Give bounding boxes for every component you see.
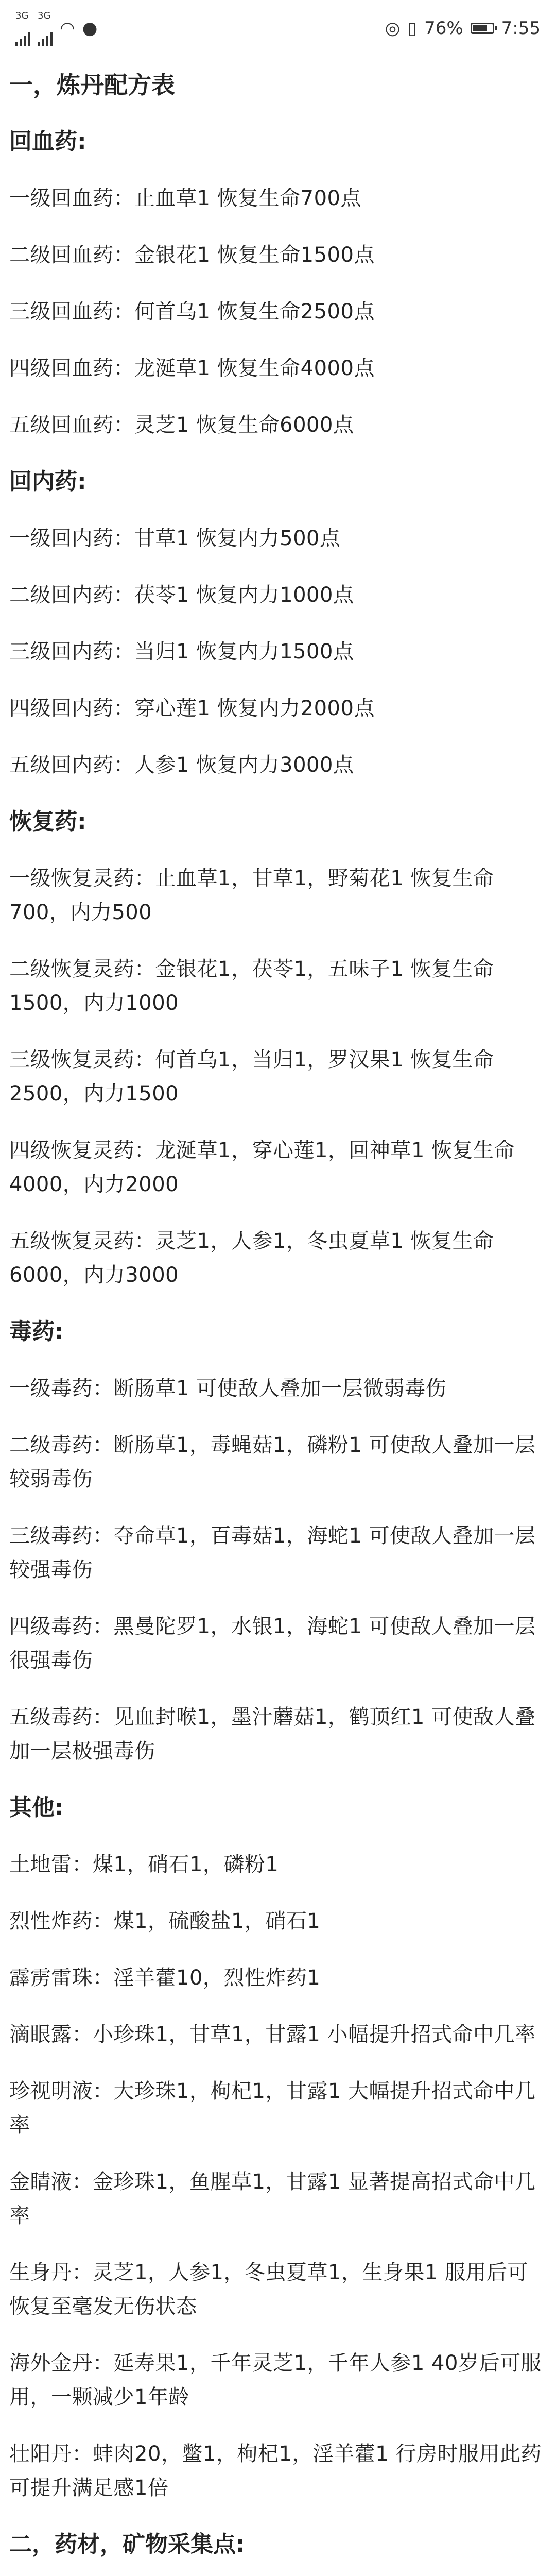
recipe-text: 四级恢复灵药：龙涎草1，穿心莲1，回神草1 恢复生命4000，内力2000	[9, 1139, 515, 1196]
recipe-text: 五级毒药：见血封喉1，墨汁蘑菇1，鹤顶红1 可使敌人叠加一层极强毒伤	[9, 1705, 536, 1763]
recipe-text: 四级毒药：黑曼陀罗1，水银1，海蛇1 可使敌人叠加一层很强毒伤	[9, 1615, 536, 1672]
recipe-item	[9, 340, 547, 397]
recipe-item	[9, 941, 547, 1031]
network-type-2: 3G	[38, 10, 51, 21]
section-title: 一，炼丹配方表	[9, 71, 175, 99]
recipe-text: 一级回内药：甘草1 恢复内力500点	[9, 527, 341, 550]
recipe-item	[9, 283, 547, 340]
location-item	[9, 2573, 547, 2576]
recipe-text: 壮阳丹：蚌肉20，鳖1，枸杞1，淫羊藿1 行房时服用此药可提升满足感1倍	[9, 2442, 542, 2500]
recipe-text: 四级回内药：穿心莲1 恢复内力2000点	[9, 697, 375, 720]
recipe-item	[9, 2154, 547, 2244]
group-title: 回血药:	[9, 128, 86, 155]
signal-icon	[15, 10, 30, 46]
recipe-text: 金睛液：金珍珠1，鱼腥草1，甘露1 显著提高招式命中几率	[9, 2170, 536, 2228]
recipe-item	[9, 170, 547, 227]
recipe-item	[9, 2244, 547, 2335]
recipe-item	[9, 1031, 547, 1122]
recipe-item	[9, 567, 547, 623]
recipe-item	[9, 1122, 547, 1213]
recipe-item	[9, 623, 547, 680]
app-notification-icon: ●	[82, 18, 98, 39]
recipe-text: 二级恢复灵药：金银花1，茯苓1，五味子1 恢复生命1500，内力1000	[9, 957, 494, 1015]
recipe-item	[9, 1417, 547, 1507]
recipe-text: 二级回内药：茯苓1 恢复内力1000点	[9, 583, 354, 607]
signal-icon-2	[38, 10, 53, 46]
recipe-item	[9, 1213, 547, 1303]
group-title: 毒药:	[9, 1318, 64, 1345]
recipe-item	[9, 2063, 547, 2154]
clock: 7:55	[501, 18, 541, 39]
recipe-item	[9, 2335, 547, 2426]
location-list	[9, 2573, 547, 2576]
recipe-item	[9, 510, 547, 567]
status-bar	[0, 0, 556, 57]
recipe-item	[9, 1507, 547, 1598]
recipe-text: 一级回血药：止血草1 恢复生命700点	[9, 187, 362, 210]
recipe-text: 二级回血药：金银花1 恢复生命1500点	[9, 243, 375, 267]
recipe-item	[9, 850, 547, 941]
recipe-text: 三级回血药：何首乌1 恢复生命2500点	[9, 300, 375, 324]
status-left	[15, 10, 97, 46]
recipe-text: 三级毒药：夺命草1，百毒菇1，海蛇1 可使敌人叠加一层较强毒伤	[9, 1524, 536, 1582]
recipe-item	[9, 1836, 547, 1893]
section2-title: 二，药材，矿物采集点:	[9, 2531, 245, 2557]
recipe-text: 土地雷：煤1，硝石1，磷粉1	[9, 1853, 279, 1876]
battery-icon	[471, 23, 494, 34]
group-title: 恢复药:	[9, 808, 86, 835]
recipe-item	[9, 2426, 547, 2516]
recipe-item	[9, 1689, 547, 1780]
recipe-text: 二级毒药：断肠草1，毒蝇菇1，磷粉1 可使敌人叠加一层较弱毒伤	[9, 1433, 536, 1491]
recipe-text: 海外金丹：延寿果1，千年灵芝1，千年人参1 40岁后可服用，一颗减少1年龄	[9, 2351, 542, 2409]
recipe-item	[9, 680, 547, 737]
recipe-text: 五级恢复灵药：灵芝1，人参1，冬虫夏草1 恢复生命6000，内力3000	[9, 1229, 494, 1287]
recipe-text: 四级回血药：龙涎草1 恢复生命4000点	[9, 357, 375, 380]
battery-percent: 76%	[424, 18, 463, 39]
wifi-icon: ◠	[60, 18, 75, 39]
recipe-text: 珍视明液：大珍珠1，枸杞1，甘露1 大幅提升招式命中几率	[9, 2079, 536, 2137]
recipe-item	[9, 1893, 547, 1950]
group-title: 其他:	[9, 1794, 64, 1821]
recipe-item	[9, 397, 547, 453]
recipe-text: 一级恢复灵药：止血草1，甘草1，野菊花1 恢复生命700，内力500	[9, 867, 494, 924]
article-body	[0, 57, 556, 2576]
battery-fill	[473, 25, 487, 31]
recipe-item	[9, 227, 547, 283]
recipe-item	[9, 1950, 547, 2006]
group-title: 回内药:	[9, 468, 86, 495]
recipe-text: 五级回血药：灵芝1 恢复生命6000点	[9, 413, 354, 437]
recipe-groups	[9, 113, 547, 2516]
recipe-text: 三级恢复灵药：何首乌1，当归1，罗汉果1 恢复生命2500，内力1500	[9, 1048, 494, 1106]
network-type: 3G	[15, 10, 29, 21]
recipe-text: 生身丹：灵芝1，人参1，冬虫夏草1，生身果1 服用后可恢复至毫发无伤状态	[9, 2261, 529, 2318]
recipe-item	[9, 1360, 547, 1417]
vibrate-icon: ▯	[407, 18, 418, 39]
recipe-item	[9, 2006, 547, 2063]
recipe-text: 烈性炸药：煤1，硫酸盐1，硝石1	[9, 1909, 321, 1933]
eye-comfort-icon: ◎	[385, 18, 401, 39]
recipe-text: 五级回内药：人参1 恢复内力3000点	[9, 753, 354, 777]
recipe-text: 一级毒药：断肠草1 可使敌人叠加一层微弱毒伤	[9, 1377, 447, 1400]
status-right	[385, 18, 541, 39]
recipe-text: 三级回内药：当归1 恢复内力1500点	[9, 640, 354, 664]
recipe-item	[9, 737, 547, 793]
recipe-text: 霹雳雷珠：淫羊藿10，烈性炸药1	[9, 1966, 321, 1990]
recipe-text: 滴眼露：小珍珠1，甘草1，甘露1 小幅提升招式命中几率	[9, 2023, 536, 2046]
recipe-item	[9, 1598, 547, 1689]
